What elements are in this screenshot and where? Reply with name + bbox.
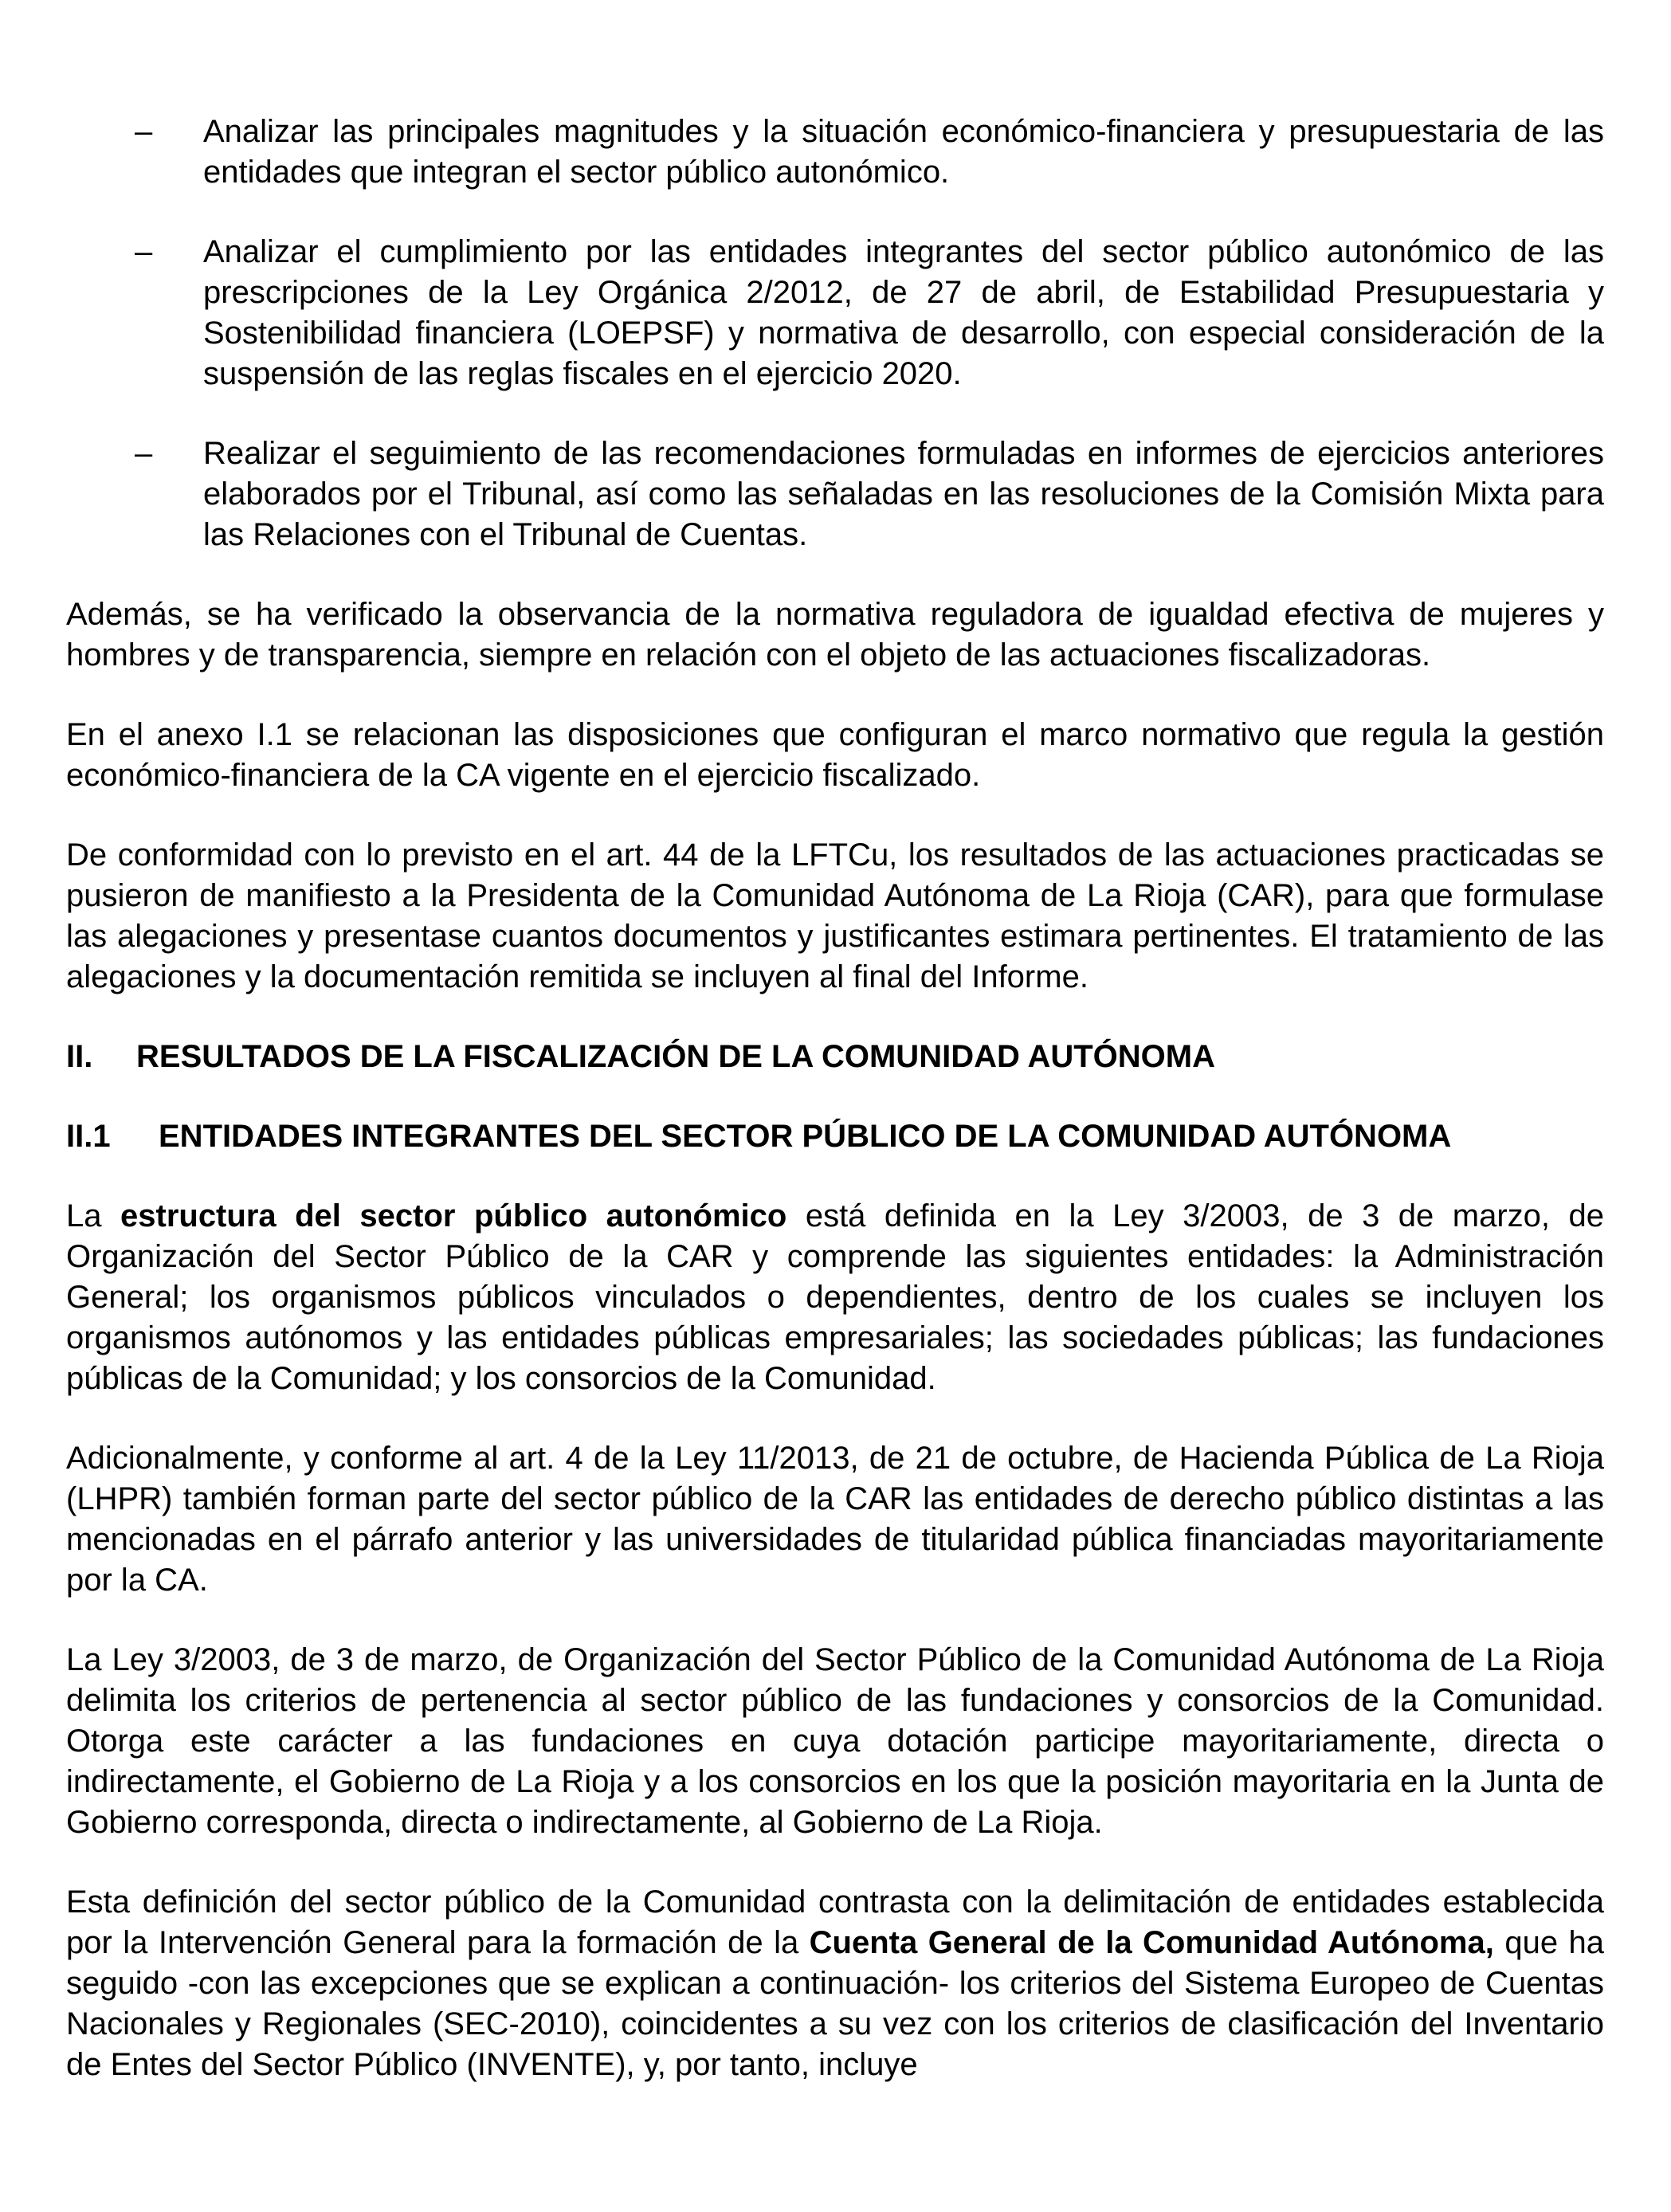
bullet-dash: –	[135, 436, 153, 471]
subsection-number: II.1	[66, 1119, 111, 1154]
bold-term: Cuenta General de la Comunidad Autónoma,	[809, 1925, 1494, 1960]
bullet-text: Analizar el cumplimiento por las entidades integrantes del sector público autonómico de las prescripciones de la Ley Orgánica 2/2012, de 27 de abril, de Estabilidad Presupuestaria y Sostenibilidad financiera (LOEPSF) y normativa de desarrollo, con especial consideración de la suspensión de las reglas fiscales en el ejercicio 2020.	[203, 234, 1604, 391]
section-number: II.	[66, 1039, 93, 1074]
paragraph-ley: La Ley 3/2003, de 3 de marzo, de Organización del Sector Público de la Comunidad Autónoma de La Rioja delimita los criterios de pertenencia al sector público de las fundaciones y consorcios de la Comunidad. Otorga este carácter a las fundaciones en cuya dotación participe mayoritariamente, directa o indirectamente, el Gobierno de La Rioja y a los consorcios en los que la posición mayoritaria en la Junta de Gobierno corresponda, directa o indirectamente, al Gobierno de La Rioja.	[66, 1642, 1604, 1840]
bold-term: estructura del sector público autonómico	[120, 1198, 787, 1233]
text-run: La	[66, 1198, 120, 1233]
section-heading	[66, 1037, 1604, 1077]
subsection-title: ENTIDADES INTEGRANTES DEL SECTOR PÚBLICO DE LA COMUNIDAD AUTÓNOMA	[159, 1119, 1452, 1154]
paragraph-anexo: En el anexo I.1 se relacionan las disposiciones que configuran el marco normativo que regula la gestión económico-financiera de la CA vigente en el ejercicio fiscalizado.	[66, 717, 1604, 793]
paragraph-alegaciones: De conformidad con lo previsto en el art. 44 de la LFTCu, los resultados de las actuaciones practicadas se pusieron de manifiesto a la Presidenta de la Comunidad Autónoma de La Rioja (CAR), para que formulase las alegaciones y presentase cuantos documentos y justificantes estimara pertinentes. El tratamiento de las alegaciones y la documentación remitida se incluyen al final del Informe.	[66, 837, 1604, 994]
bullet-dash: –	[135, 114, 153, 149]
subsection-heading	[66, 1116, 1604, 1157]
text-run: Esta definición del sector público de la Comunidad contrasta con la delimitación de entidades establecida por la Intervención General para la formación de la	[66, 1885, 1604, 1960]
bullet-text: Realizar el seguimiento de las recomendaciones formuladas en informes de ejercicios anteriores elaborados por el Tribunal, así como las señaladas en las resoluciones de la Comisión Mixta para las Relaciones con el Tribunal de Cuentas.	[203, 436, 1604, 552]
bullet-dash: –	[135, 234, 153, 269]
paragraph-estructura	[66, 1196, 1604, 1399]
paragraph-adicionalmente: Adicionalmente, y conforme al art. 4 de la Ley 11/2013, de 21 de octubre, de Hacienda Pública de La Rioja (LHPR) también forman parte del sector público de la CAR las entidades de derecho público distintas a las mencionadas en el párrafo anterior y las universidades de titularidad pública financiadas mayoritariamente por la CA.	[66, 1441, 1604, 1598]
text-run: que ha seguido -con las excepciones que se explican a continuación- los criterios del Sistema Europeo de Cuentas Nacionales y Regionales (SEC-2010), coincidentes a su vez con los criterios de clasificación del Inventario de Entes del Sector Público (INVENTE), y, por tanto, incluye	[66, 1925, 1605, 2082]
bullet-item	[66, 433, 1604, 555]
paragraph-definicion	[66, 1882, 1604, 2085]
section-title: RESULTADOS DE LA FISCALIZACIÓN DE LA COMUNIDAD AUTÓNOMA	[136, 1039, 1216, 1074]
bullet-item	[66, 112, 1604, 193]
text-run: está definida en la Ley 3/2003, de 3 de marzo, de Organización del Sector Público de la CAR y comprende las siguientes entidades: la Administración General; los organismos públicos vinculados o dependientes, dentro de los cuales se incluyen los organismos autónomos y las entidades públicas empresariales; las sociedades públicas; las fundaciones públicas de la Comunidad; y los consorcios de la Comunidad.	[66, 1198, 1605, 1396]
document-page	[66, 112, 1604, 2085]
bullet-item	[66, 232, 1604, 394]
bullet-text: Analizar las principales magnitudes y la situación económico-financiera y presupuestaria de las entidades que integran el sector público autonómico.	[203, 114, 1604, 190]
paragraph-igualdad: Además, se ha verificado la observancia de la normativa reguladora de igualdad efectiva de mujeres y hombres y de transparencia, siempre en relación con el objeto de las actuaciones fiscalizadoras.	[66, 597, 1604, 673]
